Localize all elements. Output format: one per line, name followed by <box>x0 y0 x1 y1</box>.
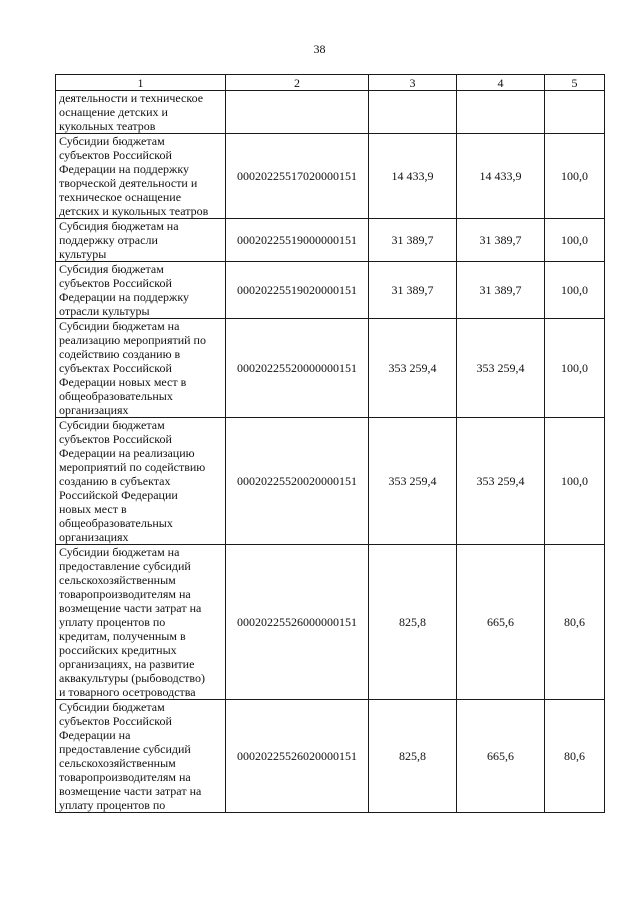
row-name-line: оснащение детских и <box>59 105 168 119</box>
row-name-line: организациях, на развитие <box>59 657 195 671</box>
row-name-line: Федерации на реализацию <box>59 446 195 460</box>
row-plan-cell <box>369 91 457 134</box>
row-actual-cell: 31 389,7 <box>457 262 545 319</box>
row-code-cell: 00020225519000000151 <box>226 219 369 262</box>
row-plan-cell: 353 259,4 <box>369 418 457 545</box>
row-name-line: организациях <box>59 403 129 417</box>
row-actual-cell: 665,6 <box>457 545 545 700</box>
row-name-cell <box>56 700 226 813</box>
table-row <box>56 319 605 418</box>
column-header-1: 1 <box>56 75 226 91</box>
table-row <box>56 262 605 319</box>
row-name-cell <box>56 545 226 700</box>
row-actual-cell: 665,6 <box>457 700 545 813</box>
row-percent-cell: 100,0 <box>545 418 605 545</box>
row-name-line: Субсидии бюджетам на <box>59 319 180 333</box>
table-row <box>56 545 605 700</box>
row-name-line: Субсидия бюджетам <box>59 262 164 276</box>
row-percent-cell: 100,0 <box>545 262 605 319</box>
row-name-line: Федерации на <box>59 728 131 742</box>
row-actual-cell: 353 259,4 <box>457 319 545 418</box>
column-header-5: 5 <box>545 75 605 91</box>
row-name-line: российских кредитных <box>59 643 177 657</box>
table-body <box>56 91 605 813</box>
row-name-line: субъектах Российской <box>59 361 172 375</box>
row-name-line: предоставление субсидий <box>59 742 191 756</box>
row-name-line: предоставление субсидий <box>59 559 191 573</box>
row-name-line: уплату процентов по <box>59 798 166 812</box>
row-actual-cell: 31 389,7 <box>457 219 545 262</box>
row-plan-cell: 31 389,7 <box>369 219 457 262</box>
row-name-cell <box>56 134 226 219</box>
column-header-2: 2 <box>226 75 369 91</box>
row-name-cell <box>56 418 226 545</box>
row-name-line: товаропроизводителям на <box>59 587 191 601</box>
row-name-line: деятельности и техническое <box>59 91 204 105</box>
budget-table <box>55 74 605 813</box>
row-name-line: Субсидии бюджетам <box>59 700 165 714</box>
row-name-cell <box>56 319 226 418</box>
row-name-cell <box>56 262 226 319</box>
row-name-line: культуры <box>59 247 107 261</box>
row-code-cell: 00020225520020000151 <box>226 418 369 545</box>
row-code-cell: 00020225526000000151 <box>226 545 369 700</box>
page-number: 38 <box>313 42 326 56</box>
row-name-cell <box>56 91 226 134</box>
row-name-line: техническое оснащение <box>59 190 182 204</box>
row-name-line: мероприятий по содействию <box>59 460 206 474</box>
row-percent-cell: 80,6 <box>545 700 605 813</box>
row-percent-cell: 100,0 <box>545 134 605 219</box>
row-code-cell: 00020225520000000151 <box>226 319 369 418</box>
row-plan-cell: 825,8 <box>369 700 457 813</box>
row-name-line: Федерации на поддержку <box>59 162 189 176</box>
row-name-line: содействию созданию в <box>59 347 181 361</box>
row-name-line: субъектов Российской <box>59 276 172 290</box>
row-actual-cell: 14 433,9 <box>457 134 545 219</box>
row-name-line: реализацию мероприятий по <box>59 333 206 347</box>
row-name-line: товаропроизводителям на <box>59 770 191 784</box>
column-header-3: 3 <box>369 75 457 91</box>
table-row <box>56 219 605 262</box>
row-percent-cell: 80,6 <box>545 545 605 700</box>
row-plan-cell: 825,8 <box>369 545 457 700</box>
row-name-line: сельскохозяйственным <box>59 756 176 770</box>
row-name-line: возмещение части затрат на <box>59 784 202 798</box>
row-name-line: организациях <box>59 530 129 544</box>
row-name-line: Субсидии бюджетам <box>59 134 165 148</box>
row-name-line: творческой деятельности и <box>59 176 198 190</box>
row-percent-cell: 100,0 <box>545 319 605 418</box>
row-name-line: поддержку отрасли <box>59 233 158 247</box>
row-name-line: кукольных театров <box>59 119 156 133</box>
row-name-line: новых мест в <box>59 502 127 516</box>
row-name-line: и товарного осетроводства <box>59 685 196 699</box>
row-name-line: Федерации на поддержку <box>59 290 189 304</box>
row-name-line: общеобразовательных <box>59 389 173 403</box>
row-name-line: субъектов Российской <box>59 432 172 446</box>
row-name-line: уплату процентов по <box>59 615 166 629</box>
row-percent-cell <box>545 91 605 134</box>
row-name-cell <box>56 219 226 262</box>
row-code-cell: 00020225526020000151 <box>226 700 369 813</box>
row-plan-cell: 14 433,9 <box>369 134 457 219</box>
table-row <box>56 134 605 219</box>
row-code-cell: 00020225517020000151 <box>226 134 369 219</box>
row-name-line: Субсидии бюджетам <box>59 418 165 432</box>
table-header-row <box>56 75 605 91</box>
row-actual-cell <box>457 91 545 134</box>
table-row <box>56 700 605 813</box>
row-name-line: созданию в субъектах <box>59 474 171 488</box>
row-plan-cell: 353 259,4 <box>369 319 457 418</box>
row-name-line: кредитам, полученным в <box>59 629 186 643</box>
row-name-line: Субсидия бюджетам на <box>59 219 179 233</box>
row-name-line: возмещение части затрат на <box>59 601 202 615</box>
row-percent-cell: 100,0 <box>545 219 605 262</box>
row-name-line: детских и кукольных театров <box>59 204 209 218</box>
row-name-line: Субсидии бюджетам на <box>59 545 180 559</box>
row-name-line: Федерации новых мест в <box>59 375 187 389</box>
row-name-line: Российской Федерации <box>59 488 178 502</box>
row-name-line: субъектов Российской <box>59 148 172 162</box>
row-name-line: аквакультуры (рыбоводство) <box>59 671 205 685</box>
row-name-line: общеобразовательных <box>59 516 173 530</box>
row-name-line: субъектов Российской <box>59 714 172 728</box>
row-code-cell: 00020225519020000151 <box>226 262 369 319</box>
table-row <box>56 418 605 545</box>
table-row <box>56 91 605 134</box>
row-name-line: сельскохозяйственным <box>59 573 176 587</box>
row-code-cell <box>226 91 369 134</box>
row-name-line: отрасли культуры <box>59 304 150 318</box>
row-plan-cell: 31 389,7 <box>369 262 457 319</box>
row-actual-cell: 353 259,4 <box>457 418 545 545</box>
column-header-4: 4 <box>457 75 545 91</box>
